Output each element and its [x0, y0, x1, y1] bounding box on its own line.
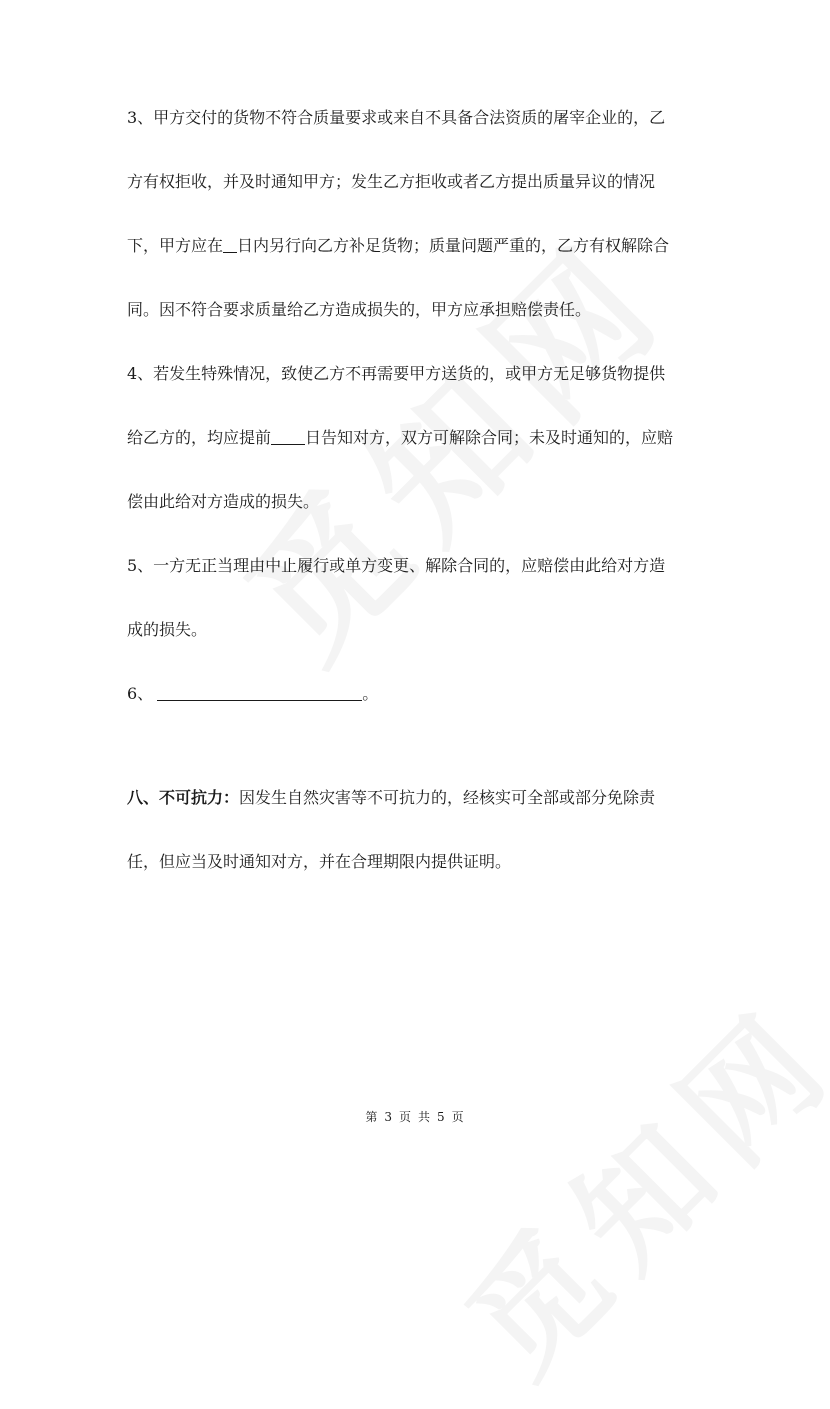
- clause-3-line-3-after: 日内另行向乙方补足货物；质量问题严重的，乙方有权解除合: [237, 236, 670, 255]
- clause-5-line-1: 5、一方无正当理由中止履行或单方变更、解除合同的，应赔偿由此给对方造: [127, 556, 666, 575]
- clause-3-line-1: 3、甲方交付的货物不符合质量要求或来自不具备合法资质的屠宰企业的，乙: [127, 108, 666, 127]
- clause-3-line-2: 方有权拒收，并及时通知甲方；发生乙方拒收或者乙方提出质量异议的情况: [127, 172, 656, 191]
- footer-page-total: 5: [437, 1110, 446, 1124]
- clause-3-line-3: [127, 224, 697, 288]
- section-8-heading: 八、不可抗力：: [127, 788, 240, 807]
- footer-page-label: 第: [365, 1110, 379, 1124]
- footer-page-current: 3: [384, 1110, 393, 1124]
- clause-5-line-2: 成的损失。: [127, 620, 208, 639]
- notice-days-blank: [271, 426, 305, 445]
- clause-3-line-3-before: 下，甲方应在: [127, 236, 224, 255]
- clause-6-suffix: 。: [362, 684, 379, 703]
- clause-6-blank: [157, 682, 362, 701]
- clause-6-prefix: 6、: [127, 684, 154, 703]
- watermark-bottom: [420, 958, 830, 1408]
- footer-page-unit: 页: [398, 1110, 412, 1124]
- clause-4-line-2-after: 日告知对方，双方可解除合同；未及时通知的，应赔: [305, 428, 674, 447]
- clause-4-line-2-before: 给乙方的，均应提前: [127, 428, 272, 447]
- section-8-text-1: 因发生自然灾害等不可抗力的，经核实可全部或部分免除责: [239, 788, 656, 807]
- clause-6-line: [127, 672, 697, 736]
- footer-total-label: 共: [418, 1110, 432, 1124]
- clause-4-line-3: 偿由此给对方造成的损失。: [127, 492, 320, 511]
- days-blank: [223, 234, 237, 253]
- footer-total-unit: 页: [451, 1110, 465, 1124]
- document-body: [127, 96, 697, 904]
- section-8-line-1: [127, 776, 697, 840]
- section-8-line-2: 任，但应当及时通知对方，并在合理期限内提供证明。: [127, 852, 512, 871]
- clause-4-line-2: [127, 416, 697, 480]
- page-footer: [0, 1108, 830, 1125]
- clause-3-line-4: 同。因不符合要求质量给乙方造成损失的，甲方应承担赔偿责任。: [127, 300, 592, 319]
- clause-4-line-1: 4、若发生特殊情况，致使乙方不再需要甲方送货的，或甲方无足够货物提供: [127, 364, 666, 383]
